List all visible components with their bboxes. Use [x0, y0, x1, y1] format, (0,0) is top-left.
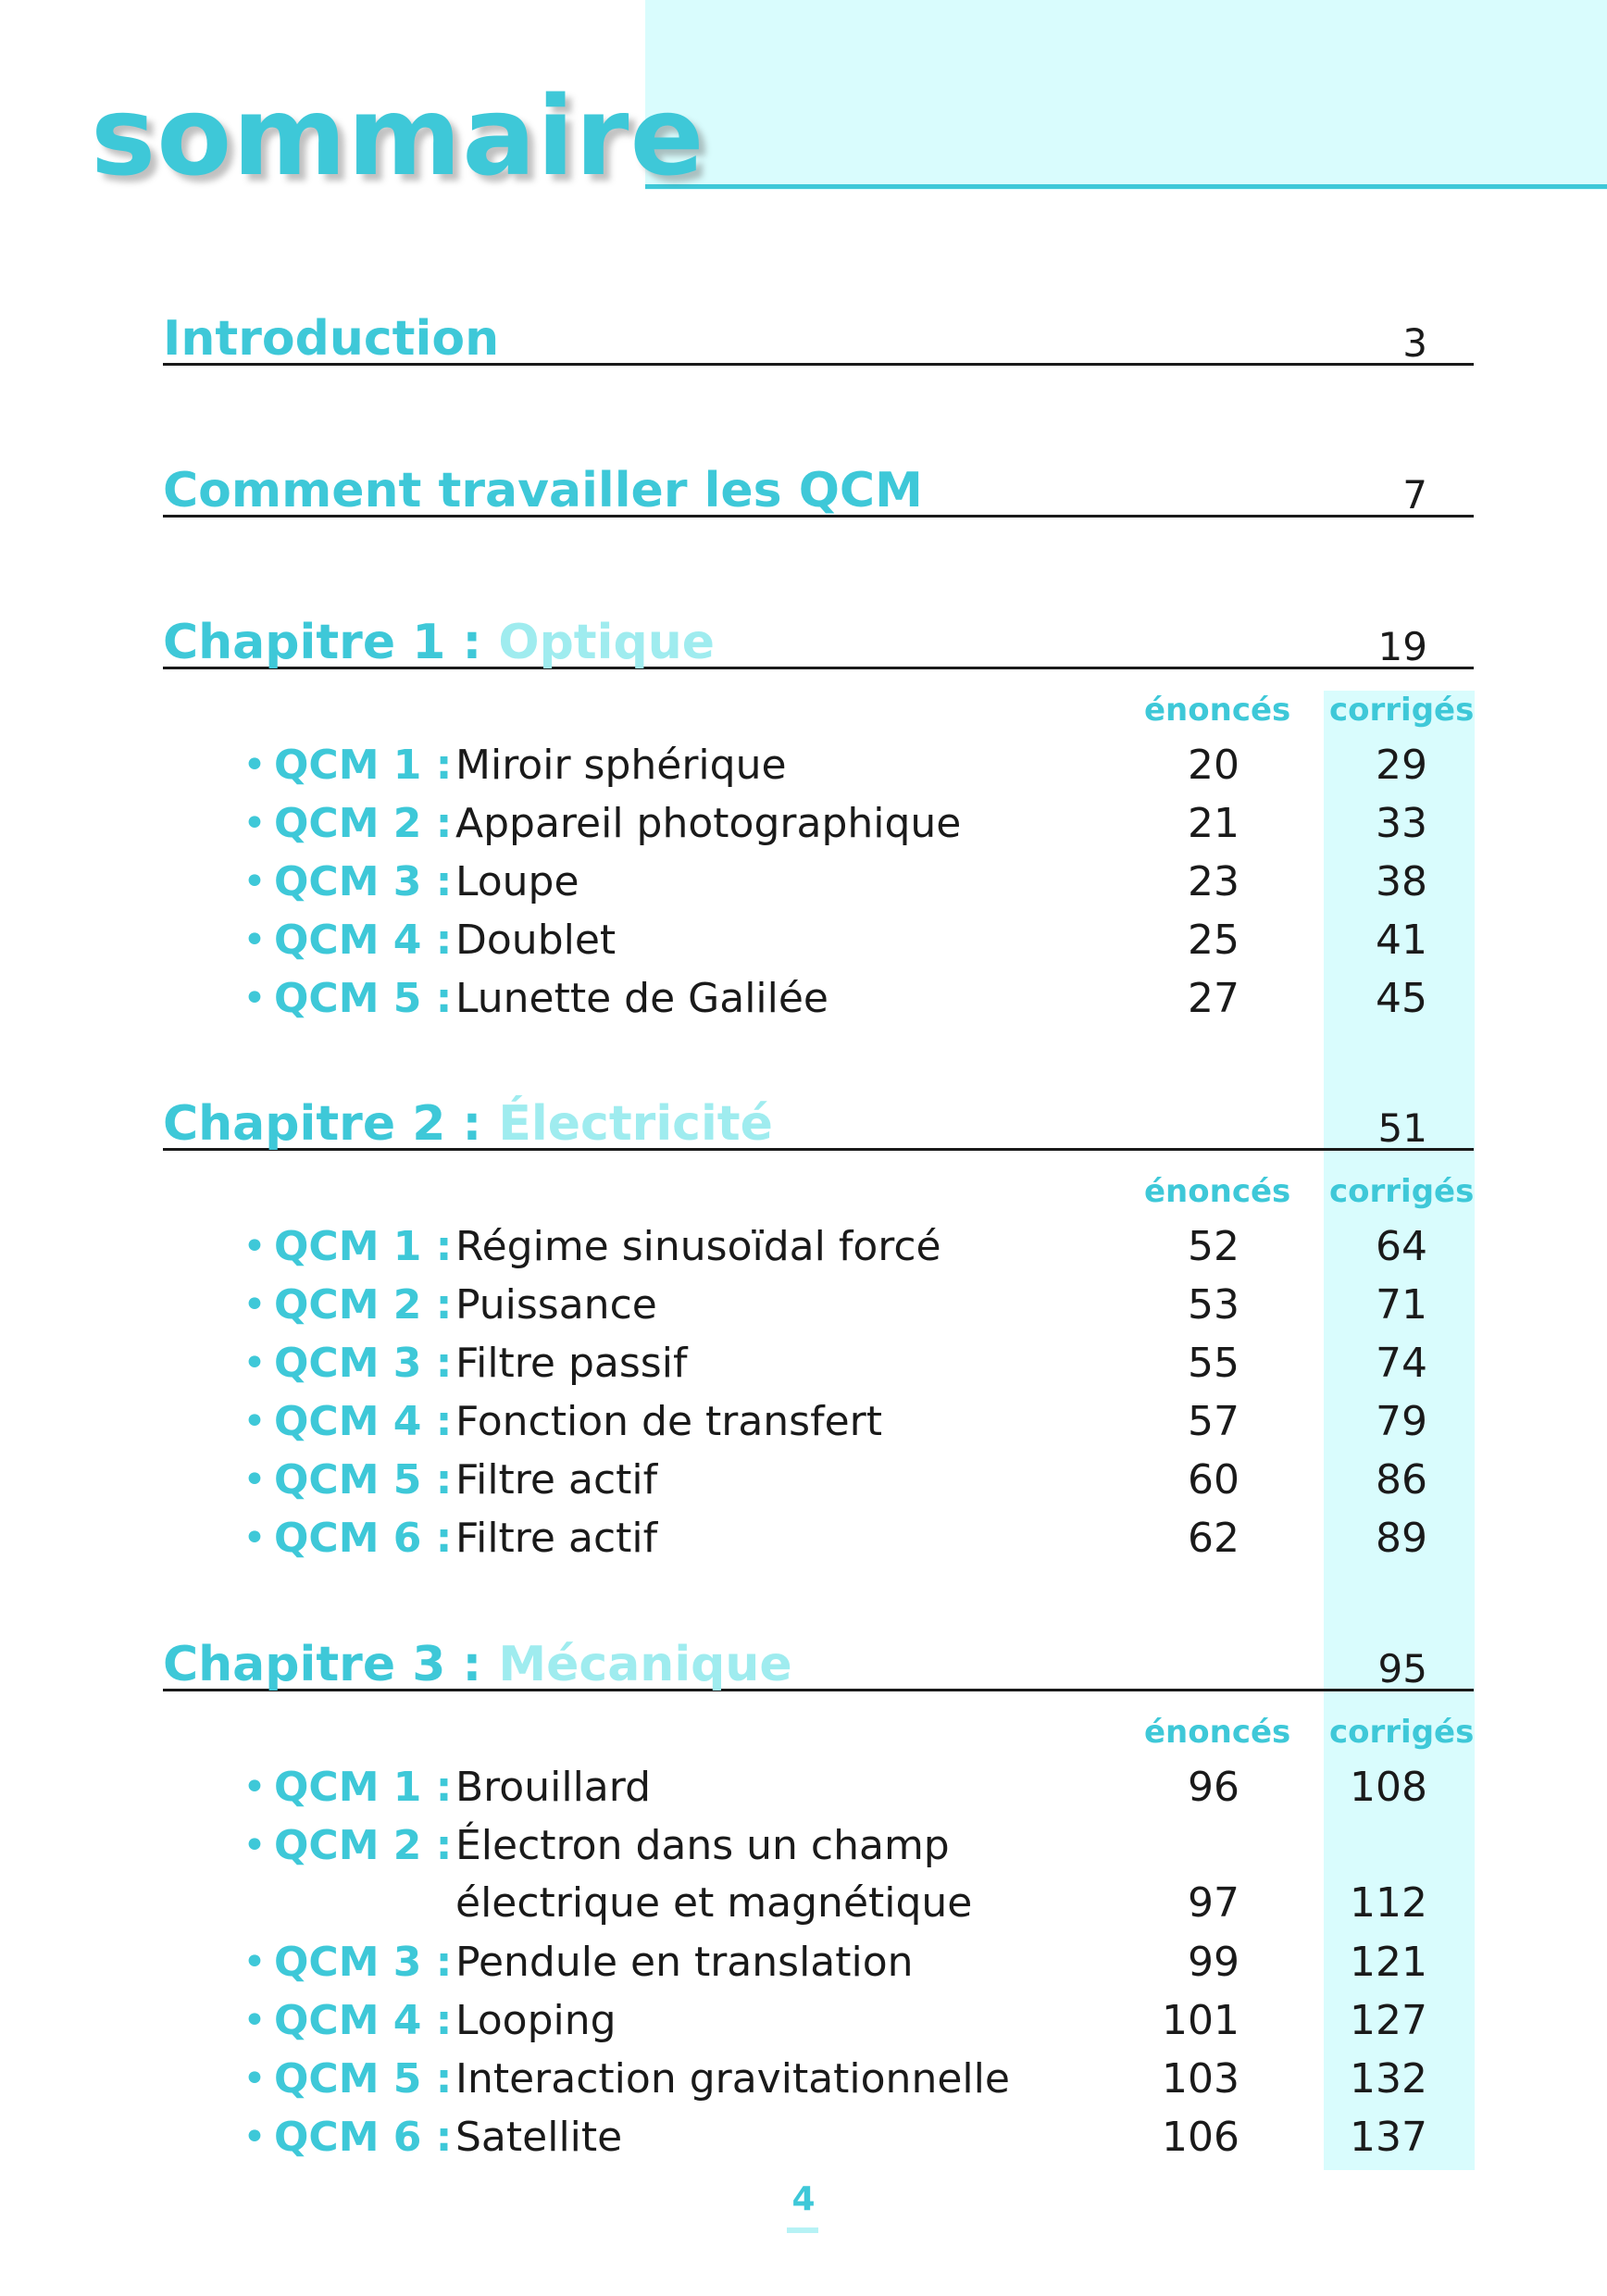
header-band: [645, 0, 1607, 190]
qcm-entry[interactable]: [243, 1341, 1464, 1387]
enonce-page: 60: [1188, 1456, 1240, 1504]
bullet-icon: •: [243, 1764, 267, 1811]
qcm-title: Satellite: [455, 2114, 623, 2161]
qcm-entry[interactable]: [243, 1822, 1464, 1927]
enonces-column-label: énoncés: [1144, 1714, 1291, 1751]
enonce-page: 21: [1188, 800, 1240, 847]
qcm-title: Pendule en translation: [455, 1939, 914, 1986]
toc-method-page: 7: [1402, 472, 1427, 518]
qcm-label: QCM 3 :: [274, 1939, 453, 1986]
qcm-label: QCM 4 :: [274, 917, 453, 964]
bullet-icon: •: [243, 1822, 267, 1869]
qcm-title: Filtre actif: [455, 1515, 658, 1562]
qcm-entry[interactable]: [243, 917, 1464, 964]
qcm-entry[interactable]: [243, 1998, 1464, 2044]
toc-introduction-page: 3: [1402, 320, 1427, 366]
bullet-icon: •: [243, 1340, 267, 1387]
page-number: 4: [791, 2180, 816, 2218]
chapter-page: 51: [1377, 1105, 1427, 1151]
header-rule: [645, 184, 1607, 189]
qcm-entry[interactable]: [243, 801, 1464, 847]
qcm-label: QCM 4 :: [274, 1398, 453, 1445]
chapter-title[interactable]: [163, 615, 715, 670]
enonce-page: 23: [1188, 858, 1240, 905]
corrige-page: 74: [1376, 1340, 1427, 1387]
qcm-entry[interactable]: [243, 2056, 1464, 2103]
qcm-entry[interactable]: [243, 2115, 1464, 2161]
qcm-label: QCM 5 :: [274, 975, 453, 1022]
corrige-page: 41: [1376, 917, 1427, 964]
bullet-icon: •: [243, 975, 267, 1022]
qcm-label: QCM 1 :: [274, 1223, 453, 1270]
toc-method-title[interactable]: Comment travailler les QCM: [163, 463, 923, 518]
qcm-entry[interactable]: [243, 1224, 1464, 1270]
qcm-title: Puissance: [455, 1281, 657, 1329]
corrige-page: 79: [1376, 1398, 1427, 1445]
toc-method[interactable]: [163, 463, 1474, 518]
qcm-entry[interactable]: [243, 1282, 1464, 1329]
corrige-page: 38: [1376, 858, 1427, 905]
qcm-label: QCM 5 :: [274, 2055, 453, 2103]
chapter-prefix: Chapitre 3 :: [163, 1637, 499, 1692]
bullet-icon: •: [243, 858, 267, 905]
corrige-page: 45: [1376, 975, 1427, 1022]
qcm-entry[interactable]: [243, 742, 1464, 789]
qcm-label: QCM 3 :: [274, 858, 453, 905]
corrige-page: 64: [1376, 1223, 1427, 1270]
qcm-entry[interactable]: [243, 1457, 1464, 1504]
enonce-page: 53: [1188, 1281, 1240, 1329]
bullet-icon: •: [243, 1515, 267, 1562]
bullet-icon: •: [243, 1939, 267, 1986]
qcm-title: Loupe: [455, 858, 579, 905]
enonce-page: 101: [1162, 1997, 1240, 2044]
bullet-icon: •: [243, 1398, 267, 1445]
chapter-heading[interactable]: [163, 615, 1474, 670]
qcm-label: QCM 3 :: [274, 1340, 453, 1387]
enonce-page: 62: [1188, 1515, 1240, 1562]
chapter-title[interactable]: [163, 1637, 792, 1692]
enonce-page: 103: [1162, 2055, 1240, 2103]
chapter-page: 19: [1377, 624, 1427, 669]
qcm-title: Filtre actif: [455, 1456, 658, 1504]
corrige-page: 132: [1350, 2055, 1427, 2103]
page-number-underline: [787, 2227, 818, 2233]
corriges-column-label: corrigés: [1329, 1173, 1475, 1210]
enonce-page: 97: [1188, 1879, 1240, 1927]
chapter-subject: Mécanique: [498, 1637, 792, 1692]
qcm-label: QCM 1 :: [274, 742, 453, 789]
chapter-subject: Optique: [498, 615, 715, 670]
enonce-page: 99: [1188, 1939, 1240, 1986]
qcm-title: Miroir sphérique: [455, 742, 787, 789]
qcm-entry[interactable]: [243, 976, 1464, 1022]
qcm-title: Brouillard: [455, 1764, 651, 1811]
qcm-label: QCM 5 :: [274, 1456, 453, 1504]
qcm-title: Appareil photographique: [455, 800, 962, 847]
corrige-page: 127: [1350, 1997, 1427, 2044]
enonces-column-label: énoncés: [1144, 692, 1291, 729]
bullet-icon: •: [243, 742, 267, 789]
qcm-title: Filtre passif: [455, 1340, 688, 1387]
corrige-page: 112: [1350, 1879, 1427, 1927]
bullet-icon: •: [243, 1223, 267, 1270]
qcm-title: Lunette de Galilée: [455, 975, 829, 1022]
chapter-subject: Électricité: [498, 1096, 773, 1152]
bullet-icon: •: [243, 1281, 267, 1329]
corriges-column-label: corrigés: [1329, 1714, 1475, 1751]
qcm-title: Électron dans un champ: [455, 1822, 950, 1869]
corrige-page: 33: [1376, 800, 1427, 847]
qcm-title: Régime sinusoïdal forcé: [455, 1223, 941, 1270]
corrige-page: 29: [1376, 742, 1427, 789]
chapter-heading[interactable]: [163, 1096, 1474, 1152]
qcm-label: QCM 2 :: [274, 1822, 453, 1869]
qcm-label: QCM 2 :: [274, 800, 453, 847]
qcm-title-line2: électrique et magnétique: [455, 1879, 973, 1927]
chapter-title[interactable]: [163, 1096, 773, 1152]
enonce-page: 96: [1188, 1764, 1240, 1811]
corrige-page: 121: [1350, 1939, 1427, 1986]
qcm-label: QCM 4 :: [274, 1997, 453, 2044]
corriges-column-label: corrigés: [1329, 692, 1475, 729]
toc-introduction-title[interactable]: Introduction: [163, 311, 500, 367]
chapter-heading[interactable]: [163, 1637, 1474, 1692]
bullet-icon: •: [243, 2114, 267, 2161]
qcm-entry[interactable]: [243, 1765, 1464, 1811]
page-title: sommaire: [91, 72, 705, 200]
bullet-icon: •: [243, 1456, 267, 1504]
qcm-label: QCM 1 :: [274, 1764, 453, 1811]
bullet-icon: •: [243, 1997, 267, 2044]
corrige-page: 137: [1350, 2114, 1427, 2161]
qcm-title: Interaction gravitationnelle: [455, 2055, 1010, 2103]
enonce-page: 27: [1188, 975, 1240, 1022]
enonce-page: 25: [1188, 917, 1240, 964]
enonce-page: 106: [1162, 2114, 1240, 2161]
enonce-page: 57: [1188, 1398, 1240, 1445]
chapter-prefix: Chapitre 2 :: [163, 1096, 499, 1152]
toc-introduction[interactable]: [163, 311, 1474, 367]
qcm-title: Looping: [455, 1997, 617, 2044]
qcm-label: QCM 2 :: [274, 1281, 453, 1329]
qcm-title: Fonction de transfert: [455, 1398, 883, 1445]
enonces-column-label: énoncés: [1144, 1173, 1291, 1210]
bullet-icon: •: [243, 2055, 267, 2103]
qcm-entry[interactable]: [243, 859, 1464, 905]
corrige-page: 89: [1376, 1515, 1427, 1562]
qcm-entry[interactable]: [243, 1516, 1464, 1562]
qcm-title: Doublet: [455, 917, 617, 964]
qcm-label: QCM 6 :: [274, 2114, 453, 2161]
corrige-page: 71: [1376, 1281, 1427, 1329]
corrige-page: 86: [1376, 1456, 1427, 1504]
chapter-prefix: Chapitre 1 :: [163, 615, 499, 670]
qcm-entry[interactable]: [243, 1399, 1464, 1445]
qcm-entry[interactable]: [243, 1940, 1464, 1986]
chapter-page: 95: [1377, 1646, 1427, 1691]
bullet-icon: •: [243, 800, 267, 847]
corrige-page: 108: [1350, 1764, 1427, 1811]
enonce-page: 20: [1188, 742, 1240, 789]
bullet-icon: •: [243, 917, 267, 964]
enonce-page: 55: [1188, 1340, 1240, 1387]
qcm-label: QCM 6 :: [274, 1515, 453, 1562]
enonce-page: 52: [1188, 1223, 1240, 1270]
